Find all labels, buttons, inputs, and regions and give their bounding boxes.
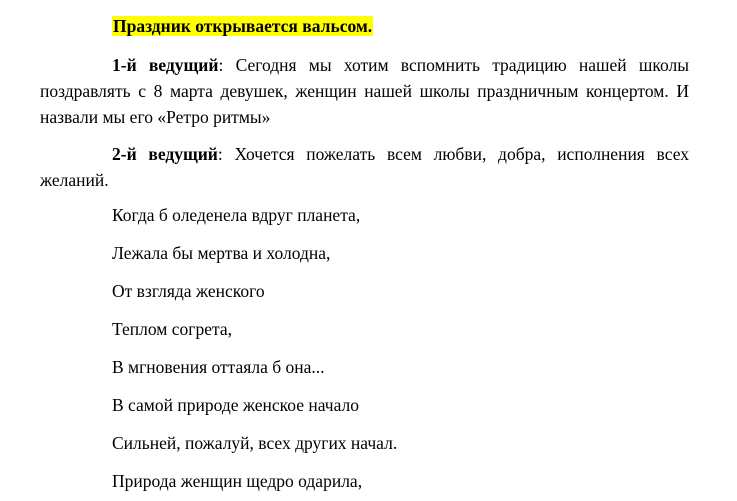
speaker-label-1: 1-й ведущий: [112, 55, 219, 75]
paragraph-host-2: [40, 141, 689, 193]
paragraph-text-1: : Сегодня мы хотим вспомнить традицию нашей школы поздравлять с 8 марта девушек, женщин нашей школы праздничным концертом. И назвали мы его «Ретро ритмы»: [40, 55, 689, 127]
paragraph-host-1: [40, 52, 689, 130]
verse-line: Когда б оледенела вдруг планета,: [112, 205, 361, 225]
paragraph-text-2: : Хочется пожелать всем любви, добра, исполнения всех желаний.: [40, 144, 689, 190]
verse-line: От взгляда женского: [112, 281, 265, 301]
speaker-label-2: 2-й ведущий: [112, 144, 218, 164]
verse-line: Сильней, пожалуй, всех других начал.: [112, 433, 398, 453]
heading: [112, 13, 373, 39]
verse-line: Теплом согрета,: [112, 319, 232, 339]
verse-line: В самой природе женское начало: [112, 395, 359, 415]
verse-line: Природа женщин щедро одарила,: [112, 471, 363, 491]
verse-line: В мгновения оттаяла б она...: [112, 357, 325, 377]
verse-line: Лежала бы мертва и холодна,: [112, 243, 331, 263]
heading-highlight: Праздник открывается вальсом.: [113, 16, 373, 36]
